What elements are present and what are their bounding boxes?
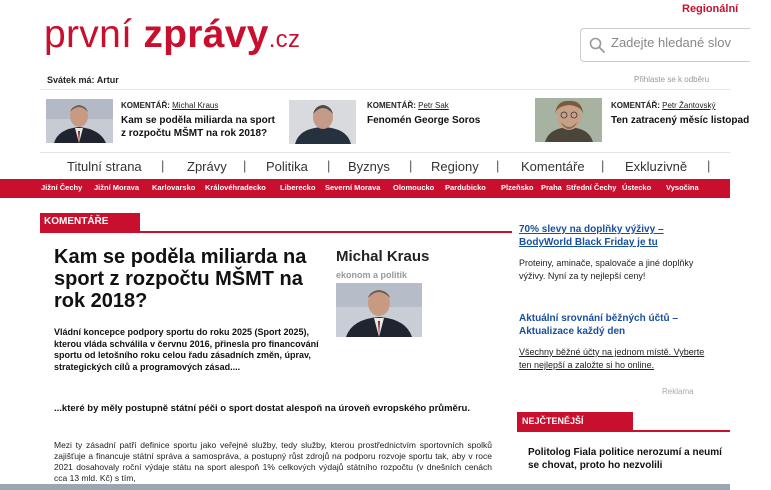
teaser-title-3[interactable]: Ten zatracený měsíc listopad: [611, 115, 750, 126]
teaser-photo-sak[interactable]: [289, 100, 356, 144]
teaser-author-link[interactable]: Petr Žantovský: [662, 101, 716, 110]
region-olomoucko[interactable]: Olomoucko: [393, 183, 435, 192]
nav-zpravy[interactable]: Zprávy: [187, 159, 227, 174]
ad-label: Reklama: [662, 387, 694, 396]
nav-separator: |: [601, 158, 605, 173]
name-day: Svátek má: Artur: [47, 75, 119, 85]
teaser-photo-zantovsky[interactable]: [535, 98, 602, 142]
teaser-title-1[interactable]: Kam se poděla miliarda na sport z rozpočtu MŠMT na rok 2018?: [121, 115, 275, 139]
regions-bar: [0, 179, 730, 198]
window-bottom-edge: [0, 484, 730, 490]
teaser-label-3: KOMENTÁŘ: Petr Žantovský: [611, 101, 716, 110]
nav-exkluzivne[interactable]: Exkluzivně: [625, 159, 688, 174]
section-label[interactable]: KOMENTÁŘE: [40, 213, 140, 231]
header-divider: [40, 89, 730, 90]
site-logo[interactable]: [44, 12, 300, 63]
region-liberecko[interactable]: Liberecko: [280, 183, 316, 192]
region-pardubicko[interactable]: Pardubicko: [445, 183, 486, 192]
article-perex: Vládní koncepce podpory sportu do roku 2025 (Sport 2025), kterou vláda schválila v červnu 2016, přinesla pro financování sportu od letošního roku celou řadu zásadních změn, úprav, strategických cílů a programových zásad....: [54, 327, 319, 372]
region-vysocina[interactable]: Vysočina: [666, 183, 699, 192]
region-jizni-cechy[interactable]: Jižní Čechy: [41, 183, 83, 192]
teaser-label-1: KOMENTÁŘ: Michal Kraus: [121, 101, 219, 110]
logo-text-bold: zprávy: [143, 13, 269, 56]
author-photo[interactable]: [336, 283, 422, 337]
nav-separator: |: [707, 158, 711, 173]
search-icon: [589, 37, 605, 53]
nav-regiony[interactable]: Regiony: [431, 159, 479, 174]
nav-politika[interactable]: Politika: [266, 159, 308, 174]
logo-text-light: první: [44, 13, 144, 56]
search-box[interactable]: [580, 28, 750, 62]
nav-byznys[interactable]: Byznys: [348, 159, 390, 174]
section-underline: [40, 231, 512, 233]
nav-titulni-strana[interactable]: Titulní strana: [67, 159, 142, 174]
nav-komentare[interactable]: Komentáře: [521, 159, 585, 174]
nav-separator: |: [496, 158, 500, 173]
nav-separator: |: [409, 158, 413, 173]
teaser-title-2[interactable]: Fenomén George Soros: [367, 115, 481, 126]
teaser-author-link[interactable]: Petr Sak: [418, 101, 449, 110]
search-input[interactable]: [611, 35, 731, 50]
subscribe-link[interactable]: Přihlaste se k odběru: [634, 75, 710, 84]
ad-link-bodyworld[interactable]: 70% slevy na doplňky výživy – BodyWorld Black Friday je tu: [519, 224, 664, 248]
teaser-divider: [40, 152, 730, 153]
most-read-underline: [517, 430, 730, 432]
ad-text-ucty[interactable]: Všechny běžné účty na jednom místě. Vyberte ten nejlepší a založte si ho online.: [519, 347, 705, 370]
region-stredni-cechy[interactable]: Střední Čechy: [566, 183, 617, 192]
nav-separator: |: [243, 158, 247, 173]
most-read-label: NEJČTENĚJŠÍ: [517, 412, 633, 430]
teaser-photo-kraus[interactable]: [46, 99, 113, 143]
author-role: ekonom a politik: [336, 270, 408, 280]
article-body: Mezi ty zásadní patří definice sportu jako veřejné služby, tedy služby, kterou prostřednictvím sportovních spolků zajišťuje a financuje státní správa a samospráva, a postupný růst zdrojů na podporu rozvoje sportu tak, aby v roce 2021 dosahovaly roční výdaje státu na sport alespoň 1% celkových výdajů státního rozpočtu (v dnešních cenách cca 13 mld. Kč) s tím,: [54, 440, 492, 483]
region-ustecko[interactable]: Ústecko: [622, 183, 652, 192]
article-lead: ...které by měly postupně státní péči o sport dostat alespoň na úroveň evropského průměru.: [54, 403, 470, 414]
nav-separator: |: [327, 158, 331, 173]
region-praha[interactable]: Praha: [541, 183, 562, 192]
region-severni-morava[interactable]: Severní Morava: [325, 183, 381, 192]
ad-link-ucty[interactable]: Aktuální srovnání běžných účtů – Aktualizace každý den: [519, 313, 678, 337]
teaser-label-2: KOMENTÁŘ: Petr Sak: [367, 101, 449, 110]
author-name[interactable]: Michal Kraus: [336, 248, 430, 265]
nav-separator: |: [161, 158, 165, 173]
most-read-item[interactable]: Politolog Fiala politice nerozumí a neumí se chovat, proto ho nezvolili: [528, 447, 722, 471]
ad-text-bodyworld: Proteiny, aminače, spalovače a jiné doplňky výživy. Nyní za ty nejlepší ceny!: [519, 258, 694, 281]
region-jizni-morava[interactable]: Jižní Morava: [94, 183, 140, 192]
region-karlovarsko[interactable]: Karlovarsko: [152, 183, 196, 192]
region-plzensko[interactable]: Plzeňsko: [501, 183, 534, 192]
region-kralovehradecko[interactable]: Královéhradecko: [205, 183, 266, 192]
regional-link[interactable]: Regionální: [682, 3, 739, 15]
teaser-author-link[interactable]: Michal Kraus: [172, 101, 219, 110]
logo-tld: .cz: [268, 26, 301, 53]
main-nav: [0, 156, 730, 178]
article-headline: Kam se poděla miliarda na sport z rozpočtu MŠMT na rok 2018?: [54, 246, 307, 312]
